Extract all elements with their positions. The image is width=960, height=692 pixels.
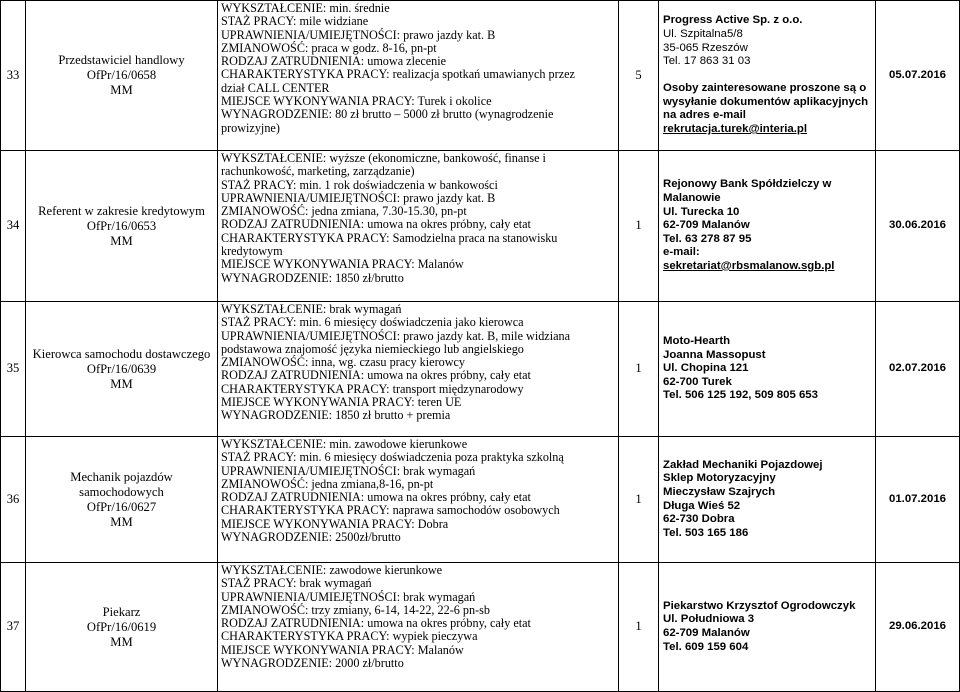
employer-line: Zakład Mechaniki Pojazdowej (663, 458, 823, 471)
requirement-line: MIEJSCE WYKONYWANIA PRACY: Turek i okolice (221, 94, 492, 109)
position-line: OfPr/16/0627 (86, 499, 157, 514)
requirement-line: prowizyjne) (221, 120, 280, 135)
position-cell (26, 437, 218, 563)
requirement-line: WYKSZTAŁCENIE: wyższe (ekonomiczne, bankowość, finanse i (221, 151, 546, 165)
employer-email-link[interactable]: sekretariat@rbsmalanow.sgb.pl (663, 259, 835, 272)
requirement-line: CHARAKTERYSTYKA PRACY: realizacja spotkań umawianych przez (221, 67, 575, 82)
employer-line: Tel. 17 863 31 03 (663, 55, 751, 68)
requirement-line: WYNAGRODZENIE: 2500zł/brutto (221, 530, 401, 545)
requirement-line: WYNAGRODZENIE: 1850 zł brutto + premia (221, 408, 451, 423)
employer-line: Osoby zainteresowane proszone są o (663, 82, 867, 95)
employer-line: Mieczysław Szajrych (663, 485, 776, 498)
requirement-line: CHARAKTERYSTYKA PRACY: naprawa samochodów osobowych (221, 503, 560, 518)
employer-line: Malanowie (663, 192, 721, 205)
requirement-line: MIEJSCE WYKONYWANIA PRACY: Dobra (221, 516, 449, 531)
position-cell (26, 1, 218, 151)
requirement-line: kredytowym (221, 244, 283, 259)
position-title: Mechanik pojazdów (70, 469, 173, 484)
position-cell (26, 151, 218, 302)
offer-number: 33 (1, 1, 26, 151)
requirements-cell (218, 437, 619, 563)
position-line: MM (110, 376, 133, 391)
employer-line: 35-065 Rzeszów (663, 41, 748, 54)
employer-line: na adres e-mail (663, 109, 746, 122)
table-row (1, 563, 960, 692)
employer-line: Rejonowy Bank Spółdzielczy w (663, 178, 832, 191)
requirement-line: podstawowa znajomość języka niemieckiego lub angielskiego (221, 341, 524, 356)
requirement-line: STAŻ PRACY: min. 6 miesięcy doświadczenia jako kierowca (221, 315, 524, 330)
vacancy-count: 5 (619, 1, 659, 151)
requirement-line: WYNAGRODZENIE: 2000 zł/brutto (221, 656, 404, 671)
requirement-line: WYKSZTAŁCENIE: brak wymagań (221, 302, 402, 316)
employer-line: Progress Active Sp. z o.o. (663, 14, 803, 27)
offer-number: 35 (1, 302, 26, 437)
position-title: Piekarz (102, 604, 141, 619)
requirement-line: UPRAWNIENIA/UMIEJĘTNOŚCI: prawo jazdy kat. B (221, 190, 496, 205)
requirement-line: WYKSZTAŁCENIE: min. zawodowe kierunkowe (221, 437, 468, 451)
offer-number: 37 (1, 563, 26, 692)
vacancy-count: 1 (619, 151, 659, 302)
position-line: MM (110, 83, 133, 97)
employer-cell (659, 437, 876, 563)
requirements-cell (218, 151, 619, 302)
position-line: MM (110, 634, 133, 649)
employer-line: 62-730 Dobra (663, 513, 735, 526)
table-row (1, 151, 960, 302)
position-line: OfPr/16/0619 (86, 619, 157, 634)
employer-line: Sklep Motoryzacyjny (663, 472, 776, 485)
requirement-line: UPRAWNIENIA/UMIEJĘTNOŚCI: prawo jazdy kat. B, mile widziana (221, 328, 571, 343)
requirement-line: RODZAJ ZATRUDNIENIA: umowa na okres próbny, cały etat (221, 490, 531, 505)
requirement-line: STAŻ PRACY: min. 6 miesięcy doświadczenia poza praktyka szkolną (221, 450, 564, 465)
requirement-line: ZMIANOWOŚĆ: trzy zmiany, 6-14, 14-22, 22-6 pn-sb (221, 602, 490, 617)
offer-number: 36 (1, 437, 26, 563)
employer-line: Piekarstwo Krzysztof Ogrodowczyk (663, 599, 856, 612)
vacancy-count: 1 (619, 437, 659, 563)
requirement-line: RODZAJ ZATRUDNIENIA: umowa na okres próbny, cały etat (221, 217, 531, 232)
requirements-cell (218, 563, 619, 692)
table-row (1, 1, 960, 151)
employer-line: Tel. 506 125 192, 509 805 653 (663, 389, 818, 402)
requirement-line: MIEJSCE WYKONYWANIA PRACY: Malanów (221, 642, 464, 657)
employer-line: Tel. 503 165 186 (663, 526, 749, 539)
requirement-line: WYKSZTAŁCENIE: min. średnie (221, 1, 390, 15)
employer-line (663, 69, 871, 83)
employer-line: 62-700 Turek (663, 375, 732, 388)
position-line: samochodowych (79, 484, 164, 499)
employer-line: Tel. 63 278 87 95 (663, 232, 752, 245)
employer-cell (659, 563, 876, 692)
position-cell (26, 302, 218, 437)
employer-line: Moto-Hearth (663, 335, 731, 348)
requirement-line: RODZAJ ZATRUDNIENIA: umowa na okres próbny, cały etat (221, 368, 531, 383)
position-line: MM (110, 514, 133, 529)
position-title: Referent w zakresie kredytowym (38, 203, 205, 218)
requirement-line: UPRAWNIENIA/UMIEJĘTNOŚCI: brak wymagań (221, 463, 476, 478)
requirement-line: STAŻ PRACY: brak wymagań (221, 576, 372, 591)
requirement-line: WYNAGRODZENIE: 80 zł brutto – 5000 zł brutto (wynagrodzenie (221, 107, 554, 122)
offer-number: 34 (1, 151, 26, 302)
employer-line: e-mail: (663, 246, 700, 259)
employer-line: Długa Wieś 52 (663, 499, 741, 512)
employer-line: wysyłanie dokumentów aplikacyjnych (663, 95, 869, 108)
requirement-line: STAŻ PRACY: min. 1 rok doświadczenia w bankowości (221, 177, 498, 192)
requirement-line: UPRAWNIENIA/UMIEJĘTNOŚCI: prawo jazdy kat. B (221, 27, 496, 42)
vacancy-count: 1 (619, 563, 659, 692)
requirement-line: rachunkowość, marketing, zarządzanie) (221, 164, 415, 179)
requirement-line: RODZAJ ZATRUDNIENIA: umowa zlecenie (221, 54, 447, 69)
offer-date: 01.07.2016 (876, 437, 960, 563)
employer-cell (659, 151, 876, 302)
employer-email-link[interactable]: rekrutacja.turek@interia.pl (663, 123, 808, 136)
offer-date: 05.07.2016 (876, 1, 960, 151)
requirement-line: ZMIANOWOŚĆ: jedna zmiana,8-16, pn-pt (221, 476, 434, 491)
employer-line: Ul. Południowa 3 (663, 613, 755, 626)
position-line: OfPr/16/0653 (86, 218, 157, 233)
employer-line: Tel. 609 159 604 (663, 640, 749, 653)
table-row (1, 437, 960, 563)
requirement-line: UPRAWNIENIA/UMIEJĘTNOŚCI: brak wymagań (221, 589, 476, 604)
employer-line: Joanna Massopust (663, 348, 766, 361)
position-title: Kierowca samochodu dostawczego (32, 346, 211, 361)
requirement-line: ZMIANOWOŚĆ: praca w godz. 8-16, pn-pt (221, 40, 437, 55)
requirements-cell (218, 1, 619, 151)
requirement-line: WYKSZTAŁCENIE: zawodowe kierunkowe (221, 563, 443, 577)
requirement-line: CHARAKTERYSTYKA PRACY: Samodzielna praca na stanowisku (221, 230, 558, 245)
employer-line: Ul. Turecka 10 (663, 205, 740, 218)
requirement-line: MIEJSCE WYKONYWANIA PRACY: Malanów (221, 257, 464, 272)
requirement-line: ZMIANOWOŚĆ: jedna zmiana, 7.30-15.30, pn-pt (221, 204, 467, 219)
position-title: Przedstawiciel handlowy (58, 53, 185, 67)
vacancy-count: 1 (619, 302, 659, 437)
position-line: OfPr/16/0639 (86, 361, 157, 376)
position-line: MM (110, 233, 133, 248)
requirement-line: STAŻ PRACY: mile widziane (221, 14, 369, 29)
employer-line: 62-709 Malanów (663, 219, 750, 232)
requirements-cell (218, 302, 619, 437)
employer-line: Ul. Szpitalna5/8 (663, 27, 743, 40)
requirement-line: ZMIANOWOŚĆ: inna, wg. czasu pracy kierowcy (221, 355, 466, 370)
requirement-line: CHARAKTERYSTYKA PRACY: transport międzynarodowy (221, 381, 524, 396)
employer-cell (659, 302, 876, 437)
employer-line: Ul. Chopina 121 (663, 362, 749, 375)
offer-date: 02.07.2016 (876, 302, 960, 437)
position-line: OfPr/16/0658 (86, 68, 157, 82)
offer-date: 30.06.2016 (876, 151, 960, 302)
requirement-line: CHARAKTERYSTYKA PRACY: wypiek pieczywa (221, 629, 478, 644)
offer-date: 29.06.2016 (876, 563, 960, 692)
requirement-line: RODZAJ ZATRUDNIENIA: umowa na okres próbny, cały etat (221, 616, 531, 631)
table-row (1, 302, 960, 437)
employer-cell (659, 1, 876, 151)
employer-line: 62-709 Malanów (663, 627, 750, 639)
requirement-line: WYNAGRODZENIE: 1850 zł/brutto (221, 270, 404, 285)
requirement-line: dział CALL CENTER (221, 80, 330, 95)
requirement-line: MIEJSCE WYKONYWANIA PRACY: teren UE (221, 395, 462, 410)
position-cell (26, 563, 218, 692)
job-offers-body (1, 1, 960, 692)
